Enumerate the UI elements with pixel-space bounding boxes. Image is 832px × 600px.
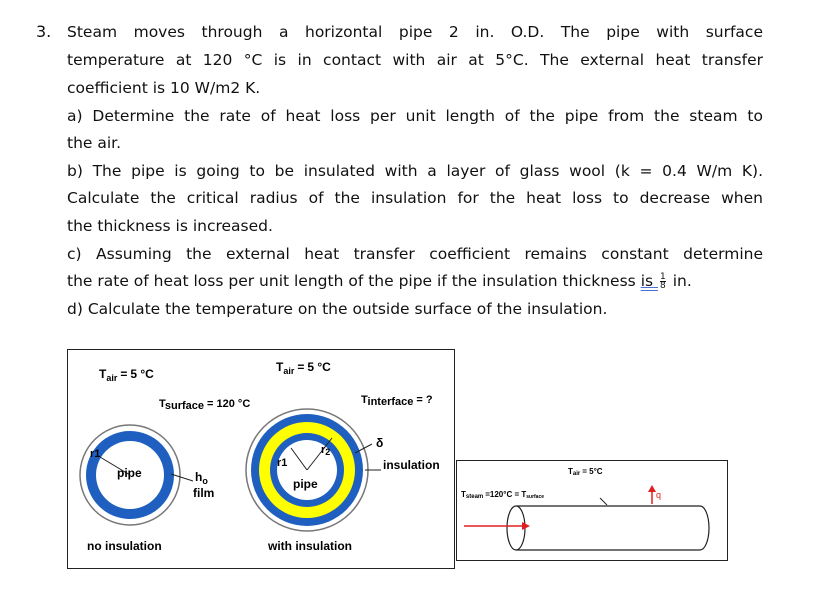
ho-label: $h_o$ xyxy=(195,470,208,486)
fraction-one-eighth xyxy=(660,273,666,290)
problem-line-5: the air. xyxy=(67,134,122,152)
pipe-side-diagram xyxy=(456,460,728,561)
q-label: q xyxy=(656,490,662,500)
tsurface-label: Tsurface = 120 °C xyxy=(159,398,251,412)
fraction-numerator: 1 xyxy=(660,272,666,282)
tair-left-label: $T_{air} = 5$ °C xyxy=(99,367,154,383)
no-insulation-caption: no insulation xyxy=(87,539,162,553)
right-tsteam-label: Tsteam =120°C = Tsurface xyxy=(461,490,545,500)
problem-line-3: coefficient is 10 W/m2 K. xyxy=(67,79,261,97)
word-is: is xyxy=(640,272,654,290)
problem-line-8: the thickness is increased. xyxy=(67,217,273,235)
problem-line-10 xyxy=(67,269,763,293)
problem-line-11: d) Calculate the temperature on the outside surface of the insulation. xyxy=(67,300,608,318)
r1-left-label: r1 xyxy=(90,448,101,460)
problem-line-7: Calculate the critical radius of the insulation for the heat loss to decrease when xyxy=(67,189,763,207)
insulation-diagram xyxy=(67,349,455,569)
r2-center-label: r2 xyxy=(321,444,331,457)
r1-center-label: r1 xyxy=(277,457,288,469)
problem-line-10-end: in. xyxy=(672,272,692,290)
tair-center-label: $T_{air} = 5$ °C xyxy=(276,360,331,376)
tinterface-label: Tinterface = ? xyxy=(361,394,433,408)
problem-line-1: Steam moves through a horizontal pipe 2 in. O.D. The pipe with surface xyxy=(67,23,763,41)
problem-line-6: b) The pipe is going to be insulated with a layer of glass wool (k = 0.4 W/m K). xyxy=(67,162,763,180)
problem-line-9: c) Assuming the external heat transfer coefficient remains constant determine xyxy=(67,245,763,263)
insulation-label: insulation xyxy=(383,458,440,472)
pipe-left-label: pipe xyxy=(117,466,142,480)
delta-label: δ xyxy=(376,436,384,450)
fraction-denominator: 8 xyxy=(660,281,666,291)
pipe-center-label: pipe xyxy=(293,477,318,491)
problem-number: 3. xyxy=(36,22,52,41)
right-tair-label: Tair = 5°C xyxy=(568,467,603,477)
film-label: film xyxy=(193,486,215,500)
problem-line-4: a) Determine the rate of heat loss per unit length of the pipe from the steam to xyxy=(67,107,763,125)
problem-line-10-is xyxy=(641,272,668,290)
problem-line-2: temperature at 120 °C is in contact with air at 5°C. The external heat transfer xyxy=(67,51,763,69)
problem-line-10-text: the rate of heat loss per unit length of the pipe if the insulation thickness xyxy=(67,272,636,290)
with-insulation-caption: with insulation xyxy=(268,539,352,553)
